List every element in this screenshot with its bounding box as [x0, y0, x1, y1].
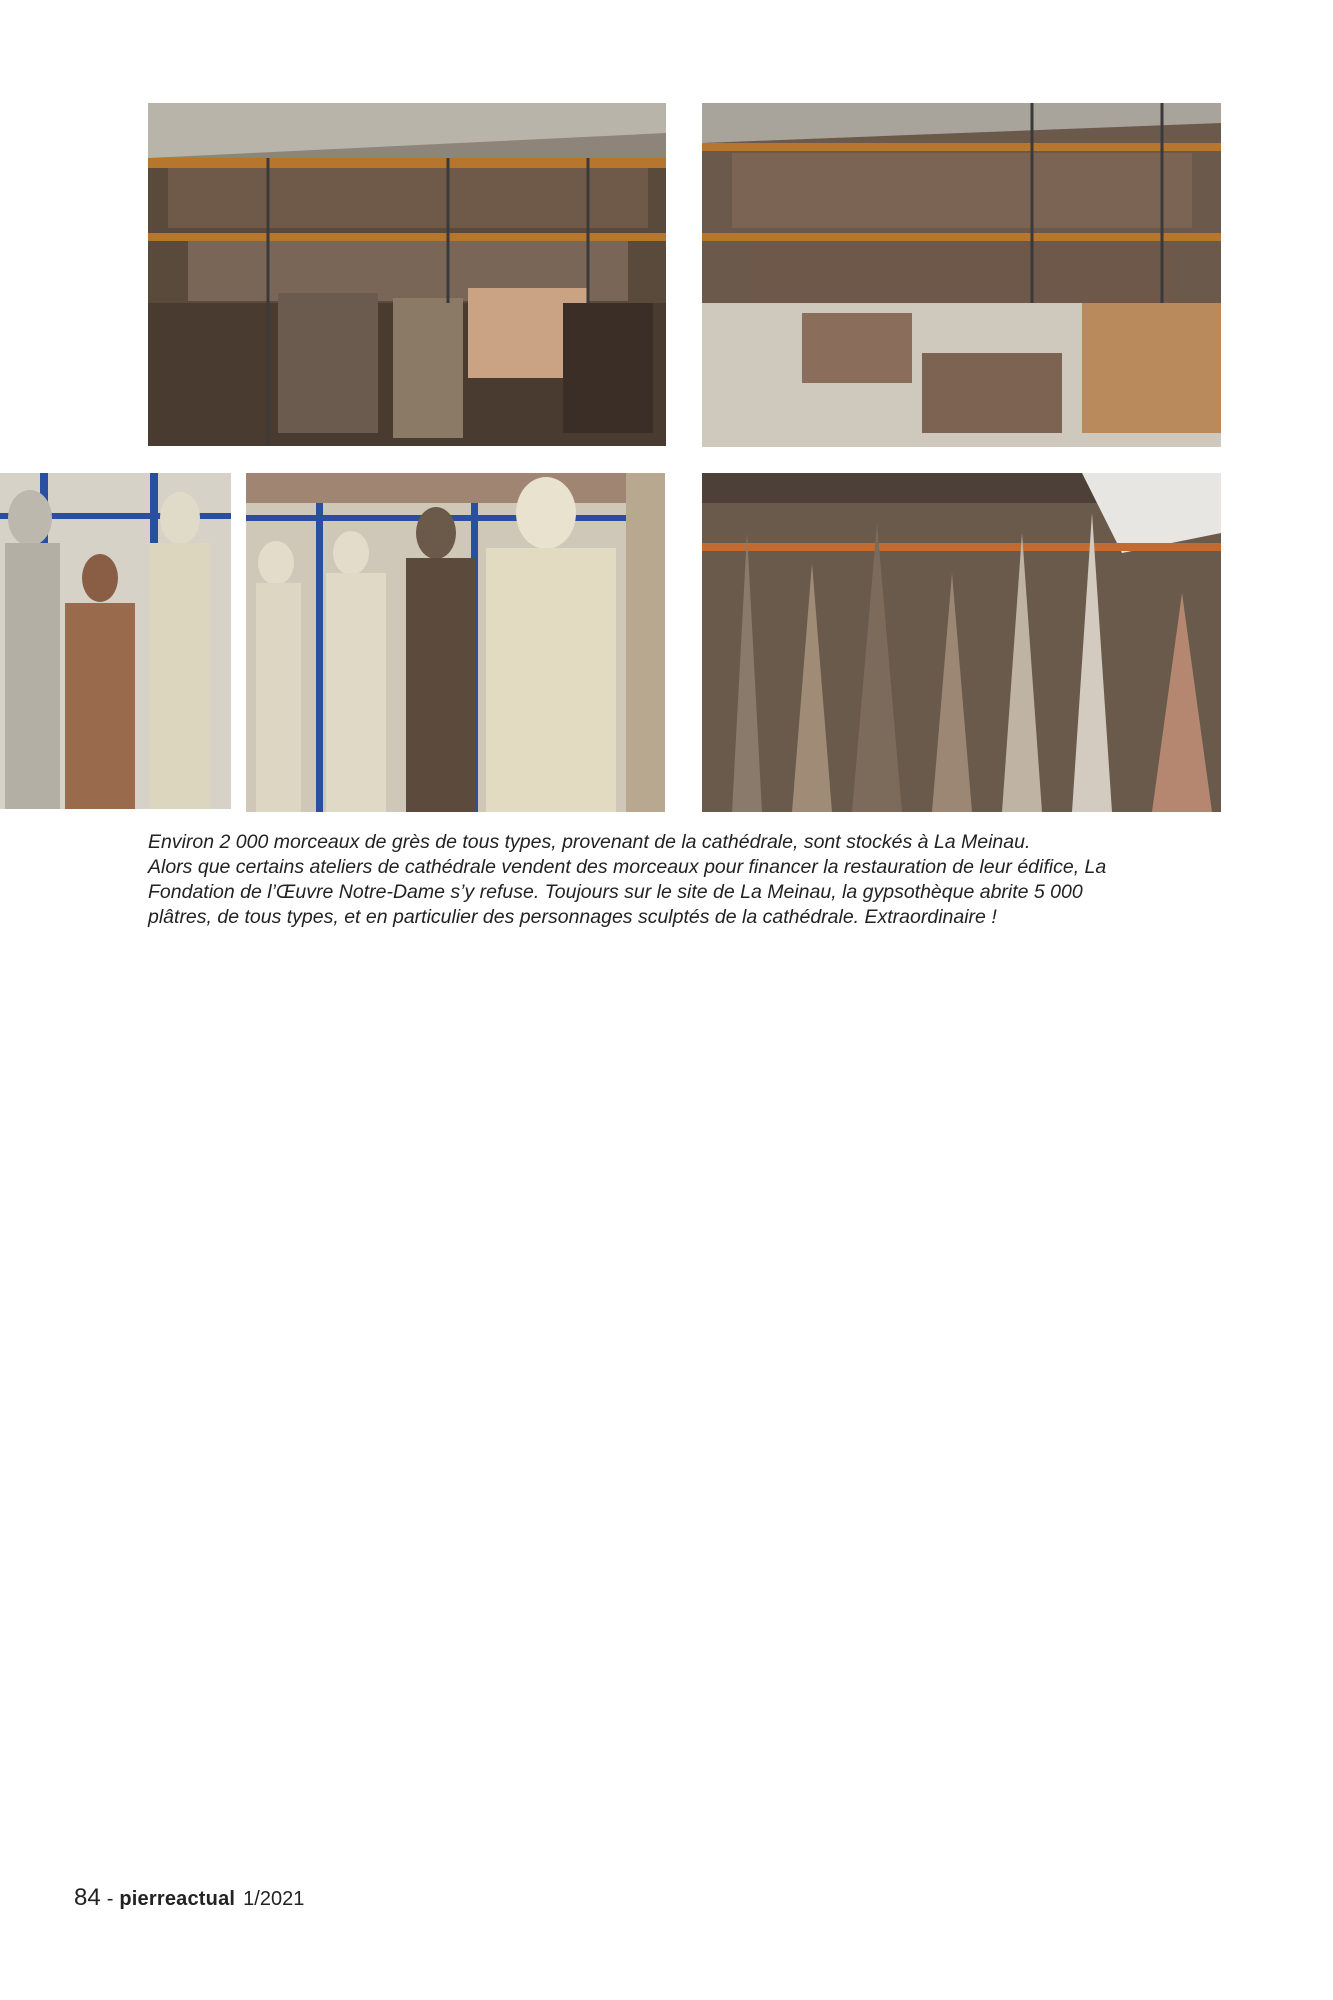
magazine-name: pierreactual	[119, 1888, 236, 1910]
page-number: 84	[74, 1884, 101, 1911]
photo-plaster-statues-2	[246, 473, 665, 812]
photo-plaster-statues-1	[0, 473, 231, 809]
photo-gothic-pinnacles	[702, 473, 1221, 812]
caption-line-2: Alors que certains ateliers de cathédrale vendent des morceaux pour financer la restauration de leur édifice, La	[148, 856, 1107, 878]
photo-stone-storage-2	[702, 103, 1221, 447]
caption-line-4: plâtres, de tous types, et en particulier des personnages sculptés de la cathédrale. Extraordinaire !	[148, 906, 997, 928]
caption-line-1: Environ 2 000 morceaux de grès de tous types, provenant de la cathédrale, sont stockés à La Meinau.	[148, 831, 1031, 853]
photo-caption	[148, 830, 1228, 930]
issue-number: 1/2021	[243, 1888, 305, 1910]
page-footer	[74, 1884, 304, 1912]
photo-stone-storage-1	[148, 103, 666, 446]
footer-separator: -	[106, 1888, 114, 1910]
caption-line-3: Fondation de l’Œuvre Notre-Dame s’y refuse. Toujours sur le site de La Meinau, la gypsothèque abrite 5 000	[148, 881, 1083, 903]
